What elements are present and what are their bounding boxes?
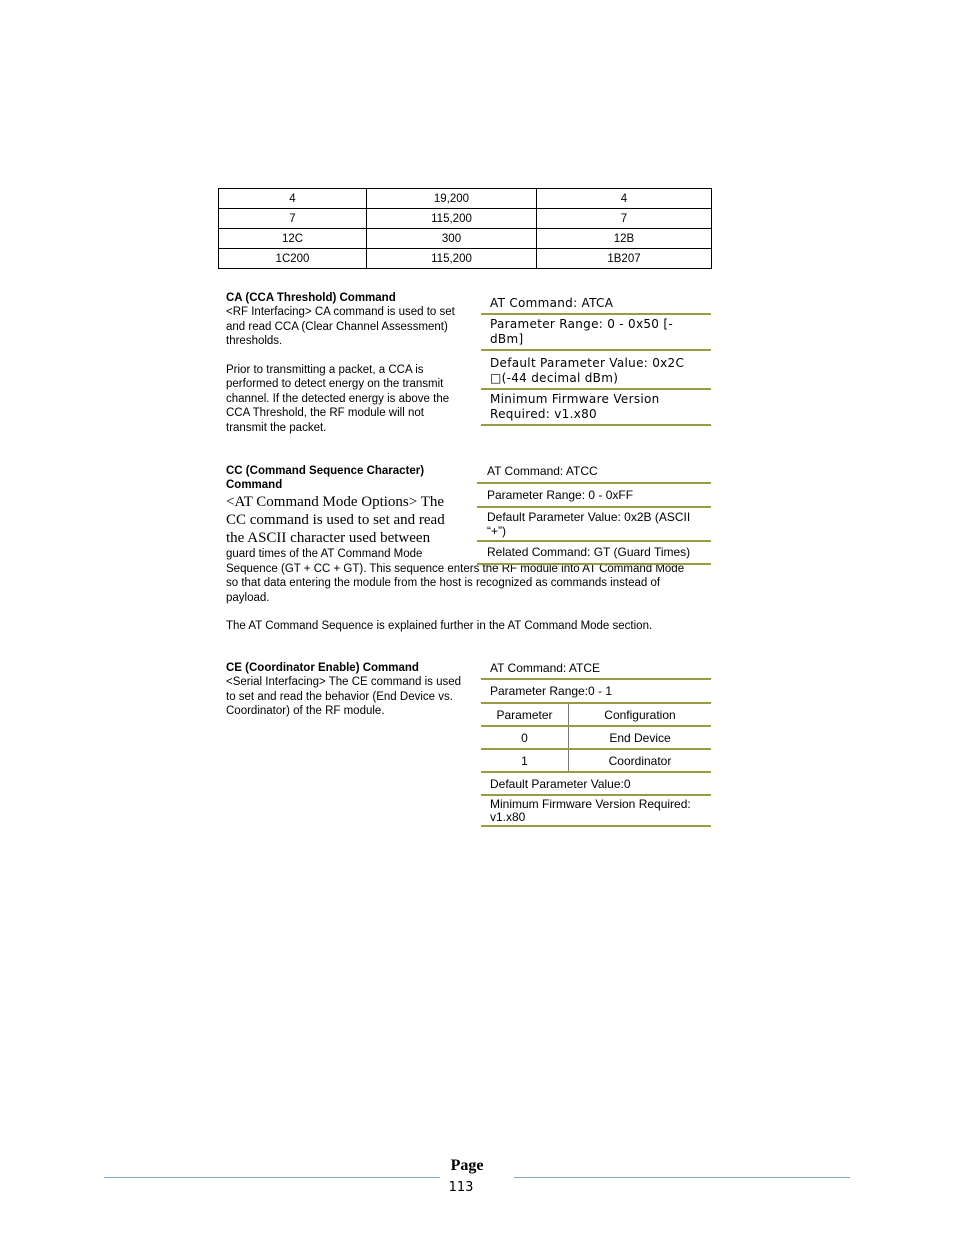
ca-description: <RF Interfacing> CA command is used to set and read CCA (Clear Channel Assessment) thresholds.	[226, 306, 455, 347]
table-row	[219, 189, 712, 209]
ca-parameter-range: Parameter Range: 0 - 0x50 [-dBm]	[481, 315, 711, 351]
table-row	[219, 249, 712, 269]
table-row	[219, 209, 712, 229]
cc-note: The AT Command Sequence is explained further in the AT Command Mode section.	[226, 620, 653, 632]
footer-rule-right	[514, 1177, 850, 1178]
table-cell: 1B207	[537, 249, 712, 269]
table-cell: 4	[219, 189, 367, 209]
ce-parameter-range: Parameter Range:0 - 1	[481, 680, 711, 704]
table-cell: 1	[481, 749, 569, 772]
ca-title: CA (CCA Threshold) Command	[226, 292, 396, 304]
footer-page-label: Page	[450, 1157, 484, 1174]
table-cell: Coordinator	[569, 749, 712, 772]
cc-default-value: Default Parameter Value: 0x2B (ASCII “+”)	[477, 508, 711, 542]
table-cell: 115,200	[367, 249, 537, 269]
table-cell: 7	[537, 209, 712, 229]
table-cell: 12B	[537, 229, 712, 249]
footer-rule-left	[104, 1177, 440, 1178]
cc-parameter-range: Parameter Range: 0 - 0xFF	[477, 484, 711, 508]
table-cell: End Device	[569, 726, 712, 749]
cc-related-command: Related Command: GT (Guard Times)	[477, 542, 711, 565]
ce-description: <Serial Interfacing> The CE command is used to set and read the behavior (End Device vs. Coordinator) of the RF module.	[226, 676, 462, 717]
ce-title: CE (Coordinator Enable) Command	[226, 662, 419, 674]
cc-description-2: guard times of the AT Command Mode	[226, 548, 423, 560]
table-cell: 115,200	[367, 209, 537, 229]
ca-section-text	[226, 291, 468, 435]
ca-default-value: Default Parameter Value: 0x2C □(-44 decimal dBm)	[481, 351, 711, 390]
cc-command-box	[477, 462, 711, 565]
table-cell: 300	[367, 229, 537, 249]
table-row	[481, 704, 711, 726]
table-cell: 19,200	[367, 189, 537, 209]
table-cell: 12C	[219, 229, 367, 249]
table-header-cell: Parameter	[481, 704, 569, 726]
ca-command-box	[481, 294, 711, 426]
table-cell: 4	[537, 189, 712, 209]
cc-description: <AT Command Mode Options> The CC command is used to set and read the ASCII character used between	[226, 494, 445, 546]
ce-command-box	[481, 659, 711, 827]
table-row	[481, 726, 711, 749]
ce-default-value: Default Parameter Value:0	[481, 773, 711, 796]
table-cell: 0	[481, 726, 569, 749]
cc-description-3: Sequence (GT + CC + GT). This sequence enters the RF module into AT Command Mode so that data entering the module from the host is recognized as commands instead of payload.	[226, 562, 685, 604]
ce-parameter-table	[481, 704, 711, 773]
ce-min-firmware: Minimum Firmware Version Required: v1.x80	[481, 796, 711, 827]
table-row	[219, 229, 712, 249]
table-header-cell: Configuration	[569, 704, 712, 726]
ca-at-command: AT Command: ATCA	[481, 294, 711, 315]
ce-at-command: AT Command: ATCE	[481, 659, 711, 680]
cc-title: CC (Command Sequence Character) Command	[226, 465, 425, 491]
table-cell: 1C200	[219, 249, 367, 269]
ca-min-firmware: Minimum Firmware Version Required: v1.x80	[481, 390, 711, 426]
ca-description-2: Prior to transmitting a packet, a CCA is performed to detect energy on the transmit channel. If the detected energy is above the CCA Threshold, the RF module will not transmit the packet.	[226, 363, 450, 434]
ce-section-text	[226, 661, 466, 719]
table-cell: 7	[219, 209, 367, 229]
table-row	[481, 749, 711, 772]
footer-page-number: 113	[448, 1180, 474, 1195]
cc-at-command: AT Command: ATCC	[477, 462, 711, 484]
baud-rate-table	[218, 188, 712, 269]
